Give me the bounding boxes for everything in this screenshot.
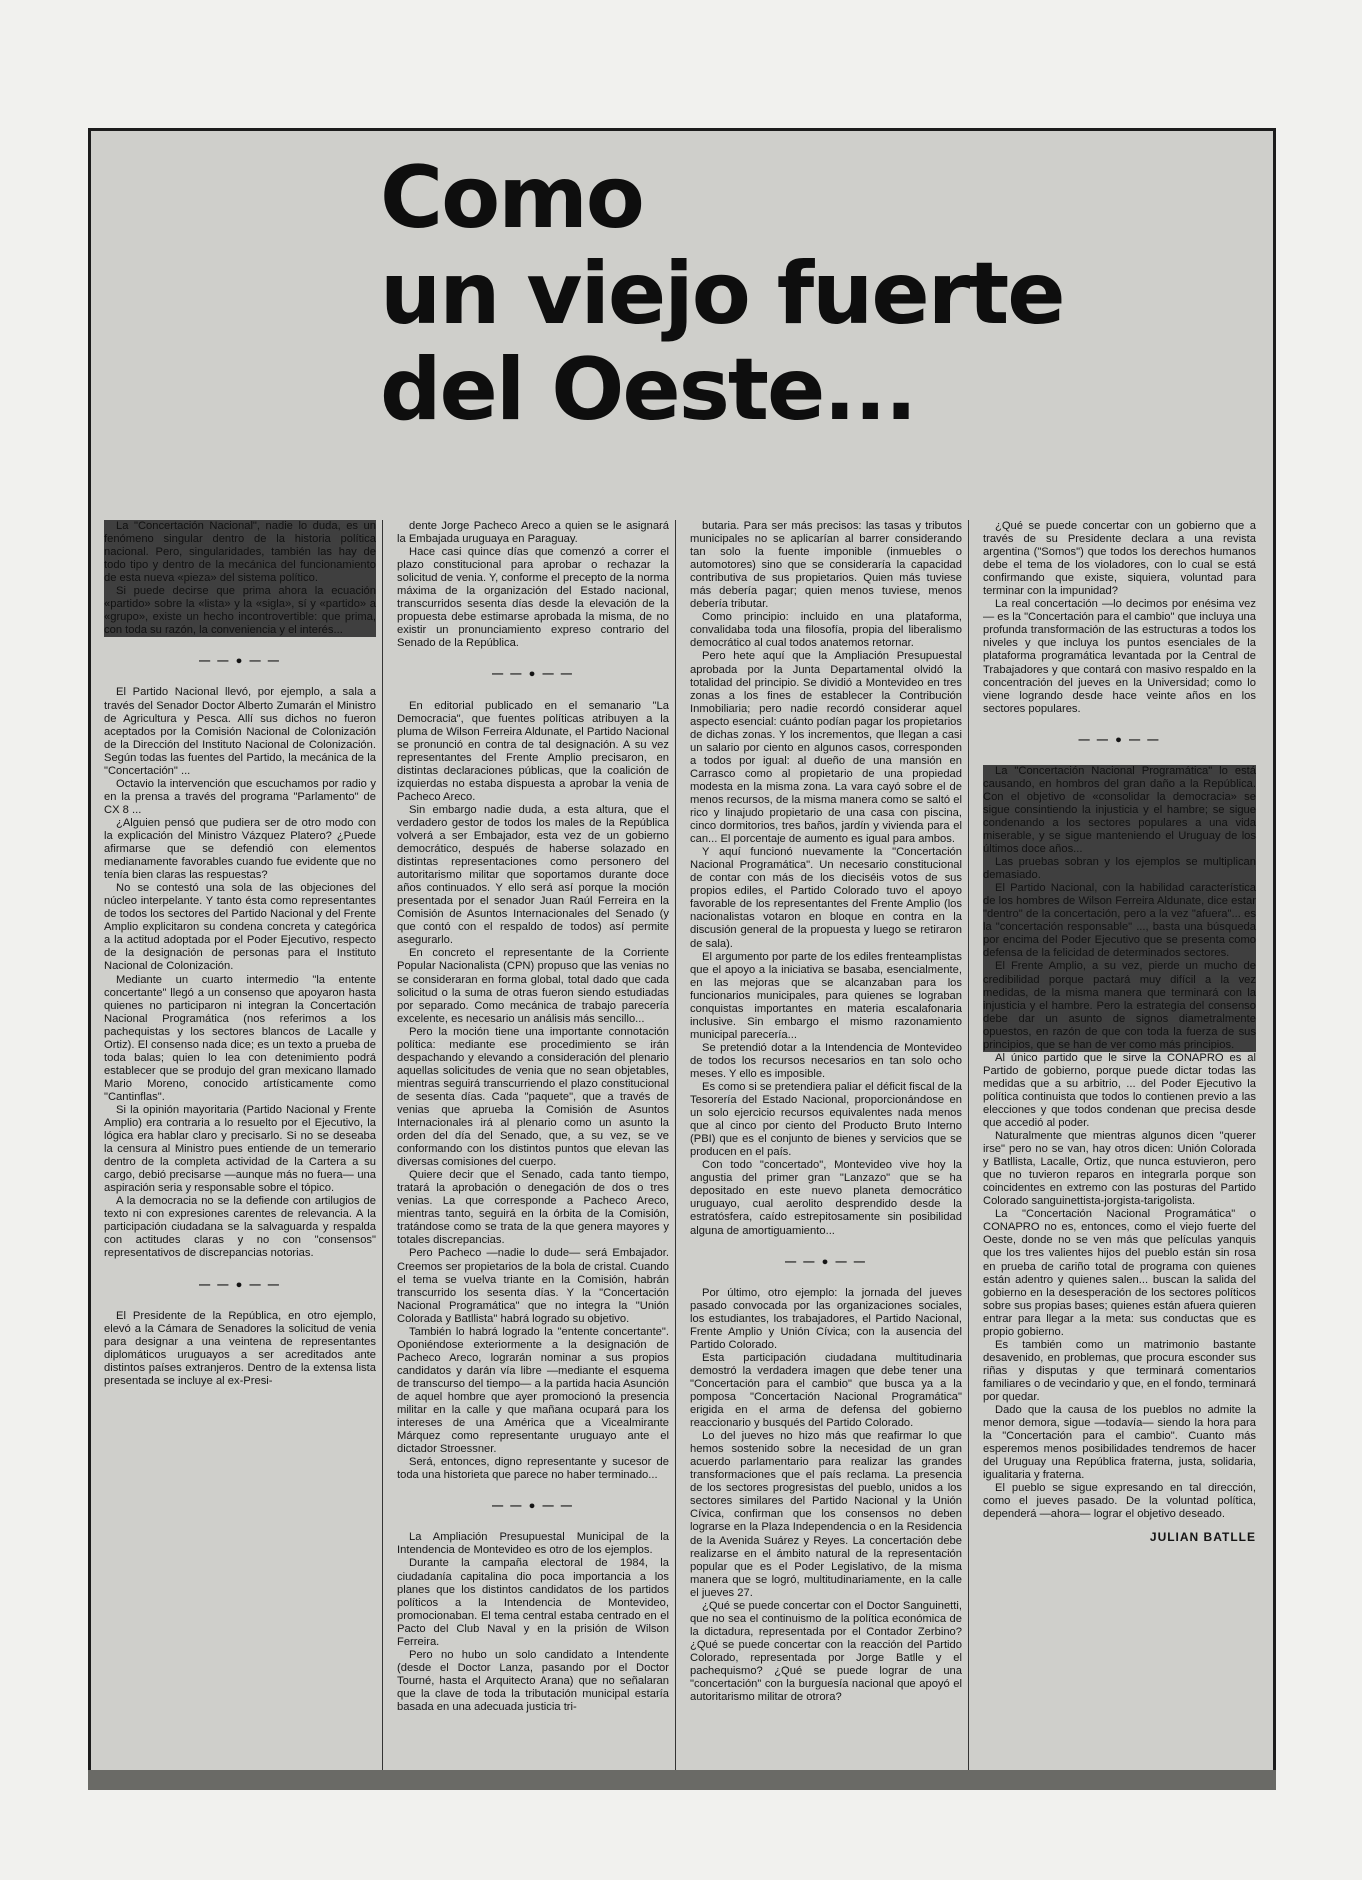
paragraph: Si la opinión mayoritaria (Partido Nacional y Frente Amplio) era contraria a lo resuelto por el Ejecutivo, la lógica era hablar claro y precisarlo. Si no se deseaba la censura al Ministro pues entiende de un temerario dentro de la completa actividad de la Cartera a su cargo, debió precisarse —aunque más no fuera— una aspiración seria y responsable sobre el tópico. — [104, 1103, 376, 1195]
author-byline: JULIAN BATLLE — [1149, 1530, 1256, 1545]
article-column-1 — [104, 520, 383, 1770]
paragraph: Se pretendió dotar a la Intendencia de Montevideo de todos los recursos necesarios en tan solo ocho meses. Y ello es imposible. — [690, 1041, 962, 1080]
paragraph: La Ampliación Presupuestal Municipal de la Intendencia de Montevideo es otro de los ejemplos. — [397, 1531, 669, 1557]
headline-line-3: del Oeste... — [380, 340, 916, 440]
paragraph: Es como si se pretendiera paliar el déficit fiscal de la Tesorería del Estado Nacional, proporcionándose en un solo ejercicio recursos equivalentes nada menos que al cinco por ciento del Producto Bruto Interno (PBI) que es el conjunto de bienes y servicios que se producen en el país. — [690, 1081, 962, 1159]
paragraph: El Partido Nacional, con la habilidad característica de los hombres de Wilson Ferreira Aldunate, dice estar "dentro" de la concertación, pero a la vez "afuera"... es la "concertación responsable" ..., basta una búsqueda por encima del Poder Ejecutivo que se presenta como defensa de la felicidad de determinados sectores. — [983, 882, 1256, 960]
paragraph: Quiere decir que el Senado, cada tanto tiempo, tratará la aprobación o denegación de dos o tres venias. La que corresponde a Pacheco Areco, mientras tanto, seguirá en la órbita de la Comisión, tratándose como se trata de la que genera mayores y totales discrepancias. — [397, 1169, 669, 1247]
paragraph: Las pruebas sobran y los ejemplos se multiplican demasiado. — [983, 856, 1256, 882]
article-column-2 — [397, 520, 676, 1770]
paragraph: Será, entonces, digno representante y sucesor de toda una historieta que parece no haber terminado... — [397, 1456, 669, 1482]
paragraph: Por último, otro ejemplo: la jornada del jueves pasado convocada por las organizaciones sociales, los estudiantes, los trabajadores, el Partido Nacional, Frente Amplio y Unión Cívica; con la ausencia del Partido Colorado. — [690, 1286, 962, 1351]
section-separator: — — ● — — — [199, 655, 281, 668]
paragraph: Naturalmente que mientras algunos dicen "querer irse" pero no se van, hay otros dicen: Unión Colorada y Batllista, Lacalle, Ortiz, que nunca estuvieron, pero que no tuvieron reparos en integrarla porque son coincidentes en extremo con las posturas del Partido Colorado sanguinettista-jorgista-tarigolista. — [983, 1130, 1256, 1208]
section-separator: — — ● — — — [492, 1500, 574, 1513]
headline-line-1: Como — [380, 148, 643, 248]
paragraph: La "Concertación Nacional Programática" o CONAPRO no es, entonces, como el viejo fuerte del Oeste, donde no se ven más que películas yanquis que los tres valientes hijos del pueblo están sin rosa en prueba de cariño total de programa con quienes están adentro y quienes salen... buscan la salida del gobierno en la desesperación de los sectores políticos sobre sus propias bases; quienes están afuera quieren entrar para llegar a la meta: sus conductas que es propio gobierno. — [983, 1208, 1256, 1338]
section-separator: — — ● — — — [1078, 733, 1161, 746]
paragraph: En editorial publicado en el semanario "La Democracia", que fuentes políticas atribuyen a la pluma de Wilson Ferreira Aldunate, el Partido Nacional se pronunció en contra de tal designación. A su vez representantes del Frente Amplio precisaron, en distintas declaraciones públicas, que la coalición de izquierdas no estaba dispuesta a aprobar la venia de Pacheco Areco. — [397, 699, 669, 803]
paragraph: Esta participación ciudadana multitudinaria demostró la verdadera imagen que debe tener una "Concertación para el cambio" que busca ya a la pomposa "Concertación Nacional Programática" erigida en el arma de defensa del gobierno reaccionario y busqués del Partido Colorado. — [690, 1351, 962, 1430]
paragraph: Y aquí funcionó nuevamente la "Concertación Nacional Programática". Un necesario constitucional de contar con más de los dieciséis votos de sus propios ediles, el Partido Colorado tuvo el apoyo favorable de los representantes del Frente Amplio (los nacionalistas votaron en bloque en contra en la discusión general de la propuesta y luego se retiraron de sala). — [690, 846, 962, 950]
paragraph: Pero la moción tiene una importante connotación política: mediante ese procedimiento se irán despachando y elevando a consideración del plenario aquellas solicitudes de venia que no sean objetables, mientras seguirá transcurriendo el plazo constitucional de sesenta días. Cada "paquete", que a través de venias que aprueba la Comisión de Asuntos Internacionales irá al plenario como un asunto la orden del día del Senado, que, a su vez, se ve conformando con los distintos puntos que elevan las diversas comisiones del cuerpo. — [397, 1025, 669, 1169]
section-separator: — — ● — — — [199, 1278, 281, 1291]
paragraph: El Frente Amplio, a su vez, pierde un mucho de credibilidad porque pactará muy difícil a la vez medidas, de la misma manera que terminará con la injusticia y el hambre. Pero la estrategia del consenso debe dar un asunto de signos diametralmente opuestos, en razón de que con toda la fuerza de sus principios, que se han de ver como más principios. — [983, 960, 1256, 1051]
paragraph: El pueblo se sigue expresando en tal dirección, como el jueves pasado. De la voluntad política, dependerá —ahora— lograr el objetivo deseado. — [983, 1482, 1256, 1521]
paragraph: El Presidente de la República, en otro ejemplo, elevó a la Cámara de Senadores la solicitud de venia para designar a una veintena de representantes diplomáticos uruguayos a ser acreditados ante distintos países extranjeros. Dentro de la extensa lista presentada se incluye al ex-Presi- — [104, 1309, 376, 1387]
paragraph: A la democracia no se la defiende con artilugios de texto ni con expresiones carentes de relevancia. A la participación ciudadana se la salvaguarda y respalda con actitudes claras y no con "consensos" representativos de discrepancias notorias. — [104, 1195, 376, 1260]
paragraph: ¿Qué se puede concertar con el Doctor Sanguinetti, que no sea el continuismo de la política económica de la dictadura, representada por el Contador Zerbino? ¿Qué se puede concertar con la reacción del Partido Colorado, representada por Jorge Batlle y el pachequismo? ¿Qué se puede lograr de una "concertación" con la burguesía nacional que apoyó el autoritarismo militar de otrora? — [690, 1599, 962, 1704]
paragraph: ¿Alguien pensó que pudiera ser de otro modo con la explicación del Ministro Vázquez Platero? ¿Puede afirmarse que se defendió con elementos medianamente favorables cuando fue evidente que no tenía bien claras las respuestas? — [104, 816, 376, 882]
paragraph: Si puede decirse que prima ahora la ecuación «partido» sobre la «lista» y la «sigla», sí y «partido» a «grupo», existe un hecho incontrovertible: que prima, con toda su razón, la conveniencia y el interés... — [104, 585, 376, 637]
article-body — [104, 520, 1260, 1770]
paragraph: Como principio: incluido en una plataforma, convalidaba toda una filosofía, propia del liberalismo democrático al cual todos anatemos retornar. — [690, 611, 962, 650]
article-headline — [380, 150, 1260, 438]
paragraph: El Partido Nacional llevó, por ejemplo, a sala a través del Senador Doctor Alberto Zumarán el Ministro de Agricultura y Pesca. Allí sus dichos no fueron aceptados por la Comisión Nacional de Colonización de la Dirección del Instituto Nacional de Colonización. Según todas las fuentes del Partido, la mecánica de la "Concertación" ... — [104, 686, 376, 777]
paragraph: Pero hete aquí que la Ampliación Presupuestal aprobada por la Junta Departamental olvidó la totalidad del principio. Se dividió a Montevideo en tres zonas a los fines de establecer la Contribución Inmobiliaria; pero nadie recordó considerar aquel aspecto esencial: cuánto podían pagar los propietarios de dichas zonas. Y los incrementos, que llegan a casi un salario por ciento en algunos casos, corresponden a todos por igual: al dueño de una mansión en Carrasco como al propietario de una propiedad modesta en la misma zona. La vara cayó sobre el de menos recursos, de la misma manera como se saltó el rico y linajudo propietario de una casa con piscina, cinco dormitorios, tres baños, jardín y vivienda para el can... El porcentaje de aumento es igual para ambos. — [690, 650, 962, 846]
paragraph: El argumento por parte de los ediles frenteamplistas que el apoyo a la iniciativa se basaba, esencialmente, en las mejoras que se alcanzaban para los funcionarios municipales, para quienes se lograban conquistas importantes en materia escalafonaria inclusive. Sin embargo el mismo razonamiento municipal parecería... — [690, 950, 962, 1041]
paragraph: No se contestó una sola de las objeciones del núcleo interpelante. Y tanto ésta como representantes de todos los sectores del Partido Nacional y del Frente Amplio explicitaron su condena concreta y categórica a la actitud adoptada por el Poder Ejecutivo, respecto de la designación de personas para el Instituto Nacional de Colonización. — [104, 882, 376, 973]
paragraph: Durante la campaña electoral de 1984, la ciudadanía capitalina dio poca importancia a los planes que los distintos candidatos de los partidos políticos a la Intendencia de Montevideo, promocionaban. El tema central estaba centrado en el Pacto del Club Naval y en la prisión de Wilson Ferreira. — [397, 1557, 669, 1648]
paragraph: En concreto el representante de la Corriente Popular Nacionalista (CPN) propuso que las venias no se consideraran en forma global, total dado que cada solicitud o la suma de otras fueron siendo estudiadas por separado. Como mecánica de trabajo parecería excelente, es necesario un análisis más sencillo... — [397, 947, 669, 1025]
paragraph: La real concertación —lo decimos por enésima vez— es la "Concertación para el cambio" que incluya una profunda transformación de las estructuras a todos los niveles y que incluya los puntos esenciales de la plataforma programática levantada por la Central de Trabajadores y que contará con masivo respaldo en la concentración del jueves en la Universidad; como lo viene logrando desde hace veinte años en los sectores populares. — [983, 598, 1256, 715]
paragraph: Sin embargo nadie duda, a esta altura, que el verdadero gestor de todos los males de la República volverá a ser Embajador, esta vez de un gobierno democrático, después de haberse solazado en distintas representaciones como personero del autoritarismo militar que soportamos durante doce años continuados. Y ello será así porque la moción presentada por el senador Juan Raúl Ferreira en la Comisión de Asuntos Internacionales del Senado (y que contó con el respaldo de todos) así permite asegurarlo. — [397, 803, 669, 947]
section-separator: — — ● — — — [492, 668, 574, 681]
paragraph: butaria. Para ser más precisos: las tasas y tributos municipales no se aplicarían al barrer considerando tan solo la fuente imponible (inmuebles o automotores) sino que se consideraría la capacidad contributiva de sus propietarios. Quien más tuviese más debería pagar; quien menos tuviese, menos debería tributar. — [690, 520, 962, 611]
paragraph: Pero no hubo un solo candidato a Intendente (desde el Doctor Lanza, pasando por el Doctor Tourné, hasta el Arquitecto Arana) que no señalaran que la clave de toda la tributación municipal estaría basada en una adecuada justicia tri- — [397, 1648, 669, 1713]
bottom-rule — [88, 1770, 1276, 1790]
section-separator: — — ● — — — [785, 1255, 867, 1268]
paragraph: La "Concertación Nacional", nadie lo duda, es un fenómeno singular dentro de la historia política nacional. Pero, singularidades, también las hay de todo tipo y dentro de la mecánica del funcionamiento de esta nueva «pieza» del sistema político. — [104, 520, 376, 585]
paragraph: Con todo "concertado", Montevideo vive hoy la angustia del primer gran "Lanzazo" que se ha depositado en este nuevo planeta democrático uruguayo, cual aerolito desprendido desde la estratósfera, caído estrepitosamente sin posibilidad alguna de amortiguamiento... — [690, 1159, 962, 1237]
paragraph: Dado que la causa de los pueblos no admite la menor demora, sigue —todavía— siendo la hora para la "Concertación para el cambio". Cuanto más esperemos menos posibilidades tendremos de hacer del Uruguay una República fraterna, justa, solidaria, igualitaria y fraterna. — [983, 1404, 1256, 1482]
paragraph: La "Concertación Nacional Programática" lo está causando, en hombros del gran daño a la República. Con el objetivo de «consolidar la democracia» se sigue consintiendo la injusticia y el hambre; se sigue condenando a los sectores populares a una vida miserable, y se sigue manteniendo el Uruguay de los últimos doce años... — [983, 764, 1256, 856]
paragraph: ¿Qué se puede concertar con un gobierno que a través de su Presidente declara a una revista argentina ("Somos") que todos los derechos humanos debe el tema de los violadores, con lo cual se está confirmando que existe, siquiera, voluntad para terminar con la impunidad? — [983, 520, 1256, 598]
paragraph: Mediante un cuarto intermedio "la entente concertante" llegó a un consenso que apoyaron hasta quienes no participaron ni integran la Concertación Nacional Programática (nos referimos a los pachequistas y los sectores blancos de Lacalle y Ortiz). El consenso nada dice; es un texto a prueba de toda balas; quien lo lea con detenimiento podrá establecer que se produjo del gran mexicano llamado Mario Moreno, conocido artísticamente como "Cantinflas". — [104, 973, 376, 1103]
paragraph: Es también como un matrimonio bastante desavenido, en problemas, que procura esconder sus riñas y disputas y que terminará comentarios familiares o de vecindario y que, en el fondo, terminará por quedar. — [983, 1338, 1256, 1403]
headline-line-2: un viejo fuerte — [380, 244, 1064, 344]
paragraph: Al único partido que le sirve la CONAPRO es al Partido de gobierno, porque puede dictar todas las medidas que a su arbitrio, ... del Poder Ejecutivo la política continuista que todos lo contienen previo a las elecciones y que todos condenan que precisa desde que accedió al poder. — [983, 1051, 1256, 1130]
paragraph: Octavio la intervención que escuchamos por radio y en la prensa a través del programa "Parlamento" de CX 8 ... — [104, 777, 376, 816]
article-column-3 — [690, 520, 969, 1770]
paragraph: dente Jorge Pacheco Areco a quien se le asignará la Embajada uruguaya en Paraguay. — [397, 520, 669, 546]
paragraph: Pero Pacheco —nadie lo dude— será Embajador. Creemos ser propietarios de la bola de cristal. Cuando el tema se vuelva triante en la Comisión, habrán transcurrido los sesenta días. Y la "Concertación Nacional Programática" que no integra la "Unión Colorada y Batllista" habrá logrado su objetivo. — [397, 1247, 669, 1325]
paragraph: Lo del jueves no hizo más que reafirmar lo que hemos sostenido sobre la necesidad de un gran acuerdo parlamentario para realizar las grandes transformaciones que el país reclama. La presencia de los sectores progresistas del pueblo, unidos a los sectores similares del Partido Nacional y la Unión Cívica, confirman que los consensos no deben lograrse en la Plaza Independencia o en la Residencia de la Avenida Suárez y Reyes. La concertación debe realizarse en el ámbito natural de la representación popular que es el Poder Legislativo, de la misma manera que se logró, multitudinariamente, en la calle el jueves 27. — [690, 1430, 962, 1599]
article-column-4 — [983, 520, 1262, 1770]
paragraph: También lo habrá logrado la "entente concertante". Oponiéndose exteriormente a la designación de Pacheco Areco, lograrán nominar a sus propios candidatos y darán vía libre —mediante el esquema de transcurso del tiempo— a la partida hacia Asunción de aquel hombre que ayer promocionó la presencia militar en la calle y que mañana ocupará para los intereses de una América que a Vicealmirante Márquez como representante uruguayo ante el dictador Stroessner. — [397, 1325, 669, 1456]
paragraph: Hace casi quince días que comenzó a correr el plazo constitucional para aprobar o rechazar la solicitud de venia. Y, conforme el precepto de la norma máxima de la organización del Estado nacional, transcurridos sesenta días desde la elevación de la propuesta debe estimarse aprobada la misma, de no existir un pronunciamiento expreso contrario del Senado de la República. — [397, 546, 669, 650]
